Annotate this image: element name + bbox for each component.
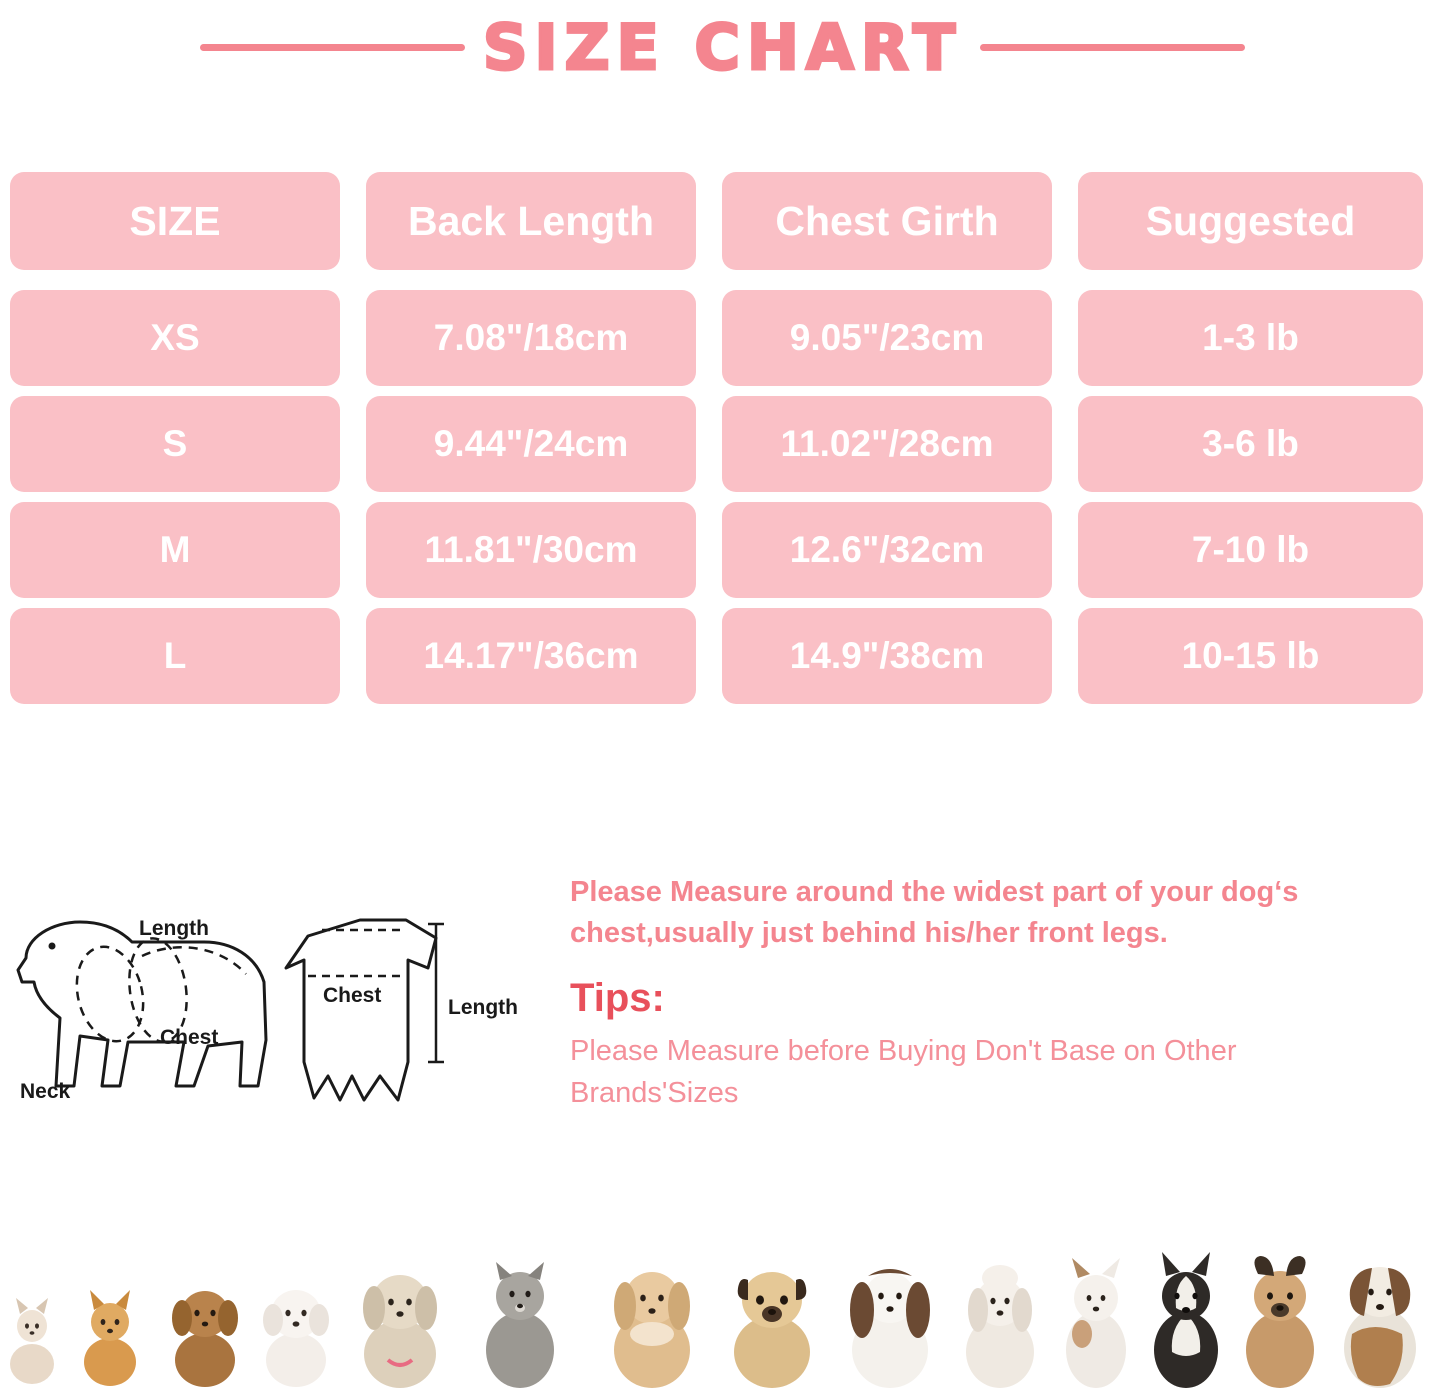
cell-size: M — [10, 502, 340, 598]
dog-breeds-illustration — [0, 1214, 1445, 1389]
title-rule-right — [980, 44, 1245, 51]
dog-figure — [486, 1262, 554, 1388]
cell-size: XS — [10, 290, 340, 386]
cell-back-length: 11.81"/30cm — [366, 502, 696, 598]
dog-label-neck: Neck — [20, 1080, 71, 1103]
header-cell-back-length: Back Length — [366, 172, 696, 270]
size-chart-table — [10, 172, 1435, 714]
dog-figure — [966, 1265, 1034, 1388]
garment-outline-icon — [286, 920, 436, 1100]
dog-figure — [1066, 1258, 1126, 1388]
dog-figure — [172, 1291, 238, 1387]
cell-back-length: 14.17"/36cm — [366, 608, 696, 704]
tips-heading: Tips: — [570, 976, 665, 1021]
cell-chest-girth: 14.9"/38cm — [722, 608, 1052, 704]
dog-breeds-strip — [0, 1214, 1445, 1389]
dog-figure — [1344, 1267, 1416, 1388]
table-header-row — [10, 172, 1435, 270]
dog-eye-icon — [49, 943, 56, 950]
cell-size: L — [10, 608, 340, 704]
header-cell-suggested: Suggested — [1078, 172, 1423, 270]
cell-chest-girth: 12.6"/32cm — [722, 502, 1052, 598]
length-measure-line — [142, 947, 246, 974]
page-title: SIZE CHART — [482, 11, 963, 84]
cell-chest-girth: 9.05"/23cm — [722, 290, 1052, 386]
cell-chest-girth: 11.02"/28cm — [722, 396, 1052, 492]
cell-size: S — [10, 396, 340, 492]
cell-back-length: 7.08"/18cm — [366, 290, 696, 386]
garment-label-chest: Chest — [323, 984, 382, 1007]
dog-label-chest: Chest — [160, 1026, 219, 1049]
dog-figure — [1246, 1256, 1314, 1388]
neck-measure-line — [67, 940, 152, 1049]
cell-suggested: 7-10 lb — [1078, 502, 1423, 598]
title-rule-left — [200, 44, 465, 51]
measurement-diagram-svg — [8, 890, 528, 1130]
dog-figure — [84, 1290, 136, 1386]
dog-figure — [734, 1272, 810, 1388]
notes-block — [570, 872, 1360, 1114]
measurement-diagram — [8, 890, 528, 1130]
measure-instruction: Please Measure around the widest part of your dog‘s chest,usually just behind his/her front legs. — [570, 876, 1299, 950]
dog-figure — [1154, 1252, 1218, 1388]
table-row — [10, 502, 1435, 598]
header-cell-chest-girth: Chest Girth — [722, 172, 1052, 270]
table-row — [10, 396, 1435, 492]
table-row — [10, 608, 1435, 704]
dog-label-length: Length — [139, 917, 209, 940]
dog-figure — [10, 1298, 54, 1384]
cell-suggested: 3-6 lb — [1078, 396, 1423, 492]
cell-back-length: 9.44"/24cm — [366, 396, 696, 492]
dog-figure — [263, 1290, 329, 1387]
cell-suggested: 10-15 lb — [1078, 608, 1423, 704]
dog-figure — [850, 1269, 930, 1388]
tips-body: Please Measure before Buying Don't Base on Other Brands'Sizes — [570, 1035, 1237, 1109]
dog-figure — [614, 1272, 690, 1388]
header-cell-size: SIZE — [10, 172, 340, 270]
cell-suggested: 1-3 lb — [1078, 290, 1423, 386]
table-row — [10, 290, 1435, 386]
dog-figure — [363, 1275, 437, 1388]
garment-label-length: Length — [448, 996, 518, 1019]
page-title-row — [0, 0, 1445, 95]
